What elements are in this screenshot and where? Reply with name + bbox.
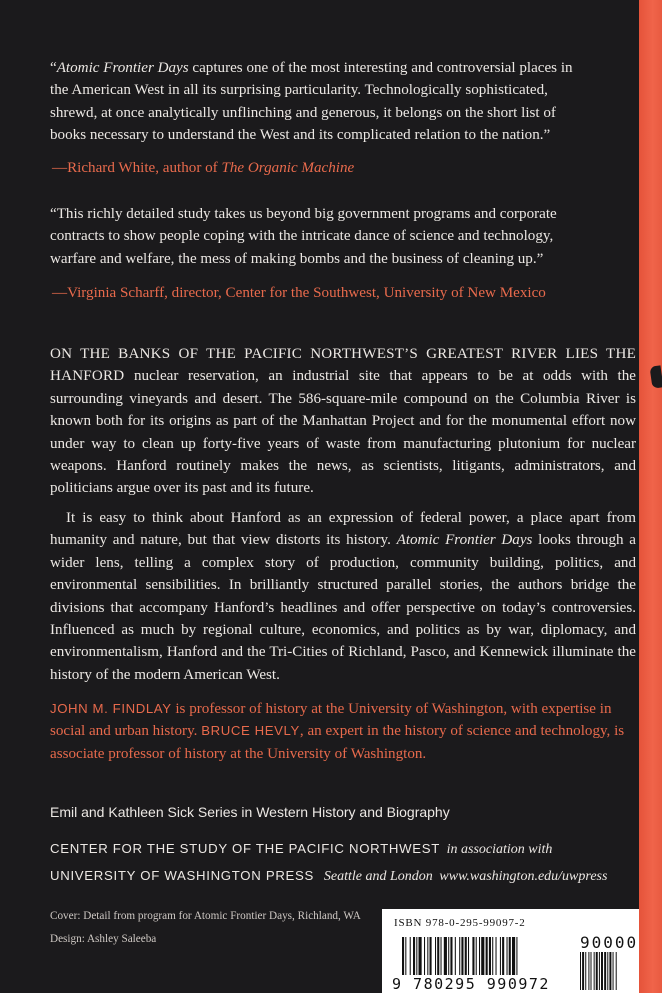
barcode-bar xyxy=(580,952,581,990)
barcode-bar xyxy=(582,952,584,990)
barcode-bar xyxy=(512,937,515,975)
barcode-bar xyxy=(416,937,417,975)
barcode-bar xyxy=(459,937,460,975)
isbn-label: ISBN 978-0-295-99097-2 xyxy=(394,917,526,929)
barcode-bar xyxy=(599,952,600,990)
series-title: Emil and Kathleen Sick Series in Western History and Biography xyxy=(50,804,450,820)
barcode-bar xyxy=(585,952,586,990)
barcode-bar xyxy=(465,937,467,975)
barcode-bar xyxy=(596,952,598,990)
barcode-bar xyxy=(476,937,477,975)
barcode-number: 9 780295 990972 xyxy=(392,975,550,993)
author-name-hevly: BRUCE HEVLY xyxy=(201,723,300,739)
isbn-barcode xyxy=(382,909,639,993)
barcode-bar xyxy=(450,937,452,975)
barcode-bar xyxy=(472,937,474,975)
barcode-bar xyxy=(448,937,449,975)
barcode-bar xyxy=(468,937,469,975)
barcode-bar xyxy=(419,937,422,975)
publisher-center: CENTER FOR THE STUDY OF THE PACIFIC NORTHWEST in association with xyxy=(50,841,553,857)
attribution-white: —Richard White, author of The Organic Machine xyxy=(52,160,355,176)
barcode-bar xyxy=(437,937,439,975)
barcode-bar xyxy=(500,937,501,975)
publisher-press: UNIVERSITY OF WASHINGTON PRESS Seattle and London www.washington.edu/uwpress xyxy=(50,868,608,884)
barcode-bar xyxy=(489,937,491,975)
barcode-bar xyxy=(430,937,432,975)
barcode-bar xyxy=(444,937,447,975)
author-name-findlay: JOHN M. FINDLAY xyxy=(50,701,172,716)
barcode-bar xyxy=(607,952,608,990)
barcode-bar xyxy=(492,937,493,975)
quote-scharff: “This richly detailed study takes us beyond big government programs and corporate contracts to show people coping with the intricate dance of science and technology, warfare and welfare, the mess of making bombs and the business of cleaning up.” xyxy=(50,206,557,267)
barcode-bar xyxy=(591,952,592,990)
barcode-bar xyxy=(509,937,511,975)
price-code: 90000 xyxy=(580,933,639,952)
cover-credit: Cover: Detail from program for Atomic Frontier Days, Richland, WA xyxy=(50,910,361,922)
barcode-bar xyxy=(496,937,497,975)
barcode-bar xyxy=(481,937,484,975)
barcode-price-bars xyxy=(580,952,617,990)
barcode-bar xyxy=(410,937,411,975)
barcode-bar xyxy=(601,952,603,990)
barcode-graphic xyxy=(382,909,639,993)
barcode-bar xyxy=(405,937,406,975)
barcode-bar xyxy=(435,937,436,975)
author-bios: JOHN M. FINDLAY is professor of history at the University of Washington, with expertise in social and urban history. BRUCE HEVLY, an expert in the history of science and technology, is associate professor of history at the University of Washington. xyxy=(50,701,625,762)
barcode-bar xyxy=(588,952,589,990)
attribution-scharff: —Virginia Scharff, director, Center for the Southwest, University of New Mexico xyxy=(52,285,546,301)
description-paragraph-2: It is easy to think about Hanford as an expression of federal power, a place apart from humanity and nature, but that view distorts its history. Atomic Frontier Days looks through a wider lens, telling a complex story of production, community building, politics, and environmental sensibilities. In brilliantly structured parallel stories, the authors bridge the divisions that accompany Hanford’s headlines and offer perspective on today’s controversies. Influenced as much by regional culture, economics, and politics as by war, diplomacy, and environmentalism, Hanford and the Tri-Cities of Richland, Pasco, and Kennewick illuminate the history of the modern American West. xyxy=(50,510,636,683)
design-credit: Design: Ashley Saleeba xyxy=(50,933,157,945)
barcode-bar xyxy=(402,937,404,975)
barcode-bar xyxy=(461,937,463,975)
barcode-bar xyxy=(616,952,617,990)
barcode-main-bars xyxy=(402,937,517,975)
barcode-bar xyxy=(507,937,508,975)
publisher-website[interactable]: www.washington.edu/uwpress xyxy=(439,869,608,884)
barcode-bar xyxy=(613,952,614,990)
barcode-bar xyxy=(594,952,595,990)
barcode-bar xyxy=(604,952,606,990)
description-paragraph-1: ON THE BANKS OF THE PACIFIC NORTHWEST’S GREATEST RIVER LIES THE HANFORD nuclear reservation, an industrial site that appears to be at odds with the surrounding vineyards and desert. The 586-square-mile compound on the Columbia River is known both for its origins as part of the Manhattan Project and for the monumental effort now under way to clean up forty-five years of waste from manufacturing plutonium for nuclear weapons. Hanford routinely makes the news, as scientists, litigants, administrators, and politicians argue over its past and its future. xyxy=(50,346,636,497)
barcode-bar xyxy=(441,937,442,975)
book-title: Atomic Frontier Days xyxy=(56,60,189,76)
barcode-bar xyxy=(455,937,456,975)
barcode-bar xyxy=(413,937,415,975)
barcode-bar xyxy=(486,937,488,975)
barcode-bar xyxy=(479,937,480,975)
spine-strip xyxy=(639,0,662,993)
barcode-bar xyxy=(424,937,425,975)
barcode-bar xyxy=(427,937,428,975)
barcode-bar xyxy=(609,952,611,990)
barcode-bar xyxy=(516,937,517,975)
barcode-bar xyxy=(502,937,504,975)
quote-white: “Atomic Frontier Days captures one of the most interesting and controversial places in the American West in all its surprising particularity. Technologically sophisticated, shrewd, at once analytically unflinching and generous, it belongs on the short list of books necessary to understand the West and its complicated relation to the nation.” xyxy=(50,60,573,143)
